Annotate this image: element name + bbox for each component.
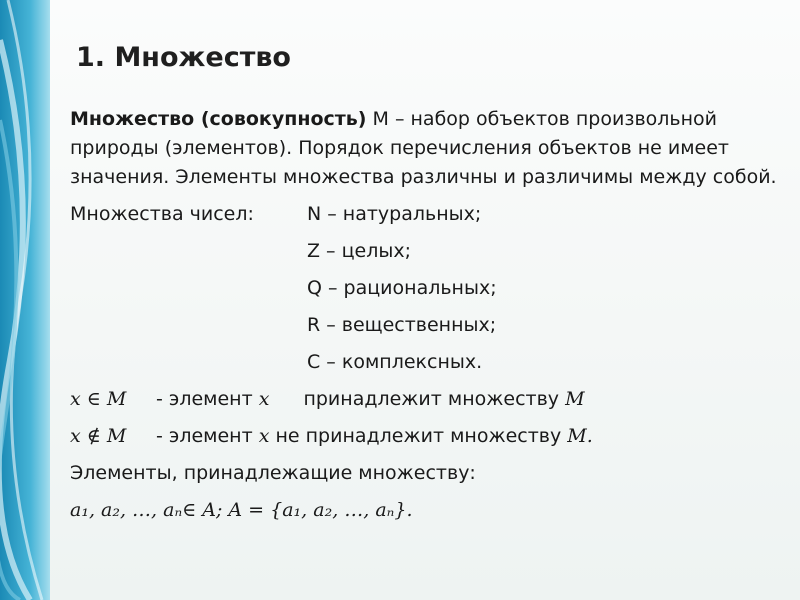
definition-text: М – набор объектов произвольной природы (элементов). Порядок перечисления объектов не имеет значения. Элементы множества различны и различимы между собой. xyxy=(70,108,777,188)
not-belongs-text-b: не принадлежит множеству xyxy=(269,425,568,447)
belongs-variable: 𝑥 xyxy=(258,388,270,410)
slide-title: 1. Множество xyxy=(76,42,291,73)
slide-content xyxy=(70,105,785,533)
belongs-text-a: - элемент xyxy=(156,388,259,410)
belongs-set: 𝑀 xyxy=(565,388,585,410)
not-belongs-text-a: - элемент xyxy=(156,425,259,447)
number-set-item: Z – целых; xyxy=(307,240,412,262)
belongs-line xyxy=(70,385,785,422)
number-set-item: C – комплексных. xyxy=(307,351,483,373)
number-set-item: Q – рациональных; xyxy=(307,277,497,299)
belongs-text-b: принадлежит множеству xyxy=(303,388,566,410)
number-sets-block xyxy=(70,200,785,385)
number-sets-label: Множества чисел: xyxy=(70,203,254,225)
belongs-expression: 𝑥 ∈ 𝑀 xyxy=(70,388,127,410)
not-belongs-line xyxy=(70,422,785,459)
not-belongs-expression: 𝑥 ∉ 𝑀 xyxy=(70,425,127,447)
not-belongs-variable: 𝑥 xyxy=(258,425,270,447)
definition-paragraph xyxy=(70,105,785,192)
number-set-item: R – вещественных; xyxy=(307,314,497,336)
definition-term: Множество (совокупность) xyxy=(70,108,367,130)
elements-caption: Элементы, принадлежащие множеству: xyxy=(70,462,476,484)
decorative-accent-strip xyxy=(0,0,50,600)
set-formula: 𝑎₁, 𝑎₂, …, 𝑎ₙ∈ 𝐴; 𝐴 = {𝑎₁, 𝑎₂, …, 𝑎ₙ}. xyxy=(70,499,413,521)
number-set-item: N – натуральных; xyxy=(307,203,482,225)
not-belongs-set: 𝑀. xyxy=(567,425,593,447)
